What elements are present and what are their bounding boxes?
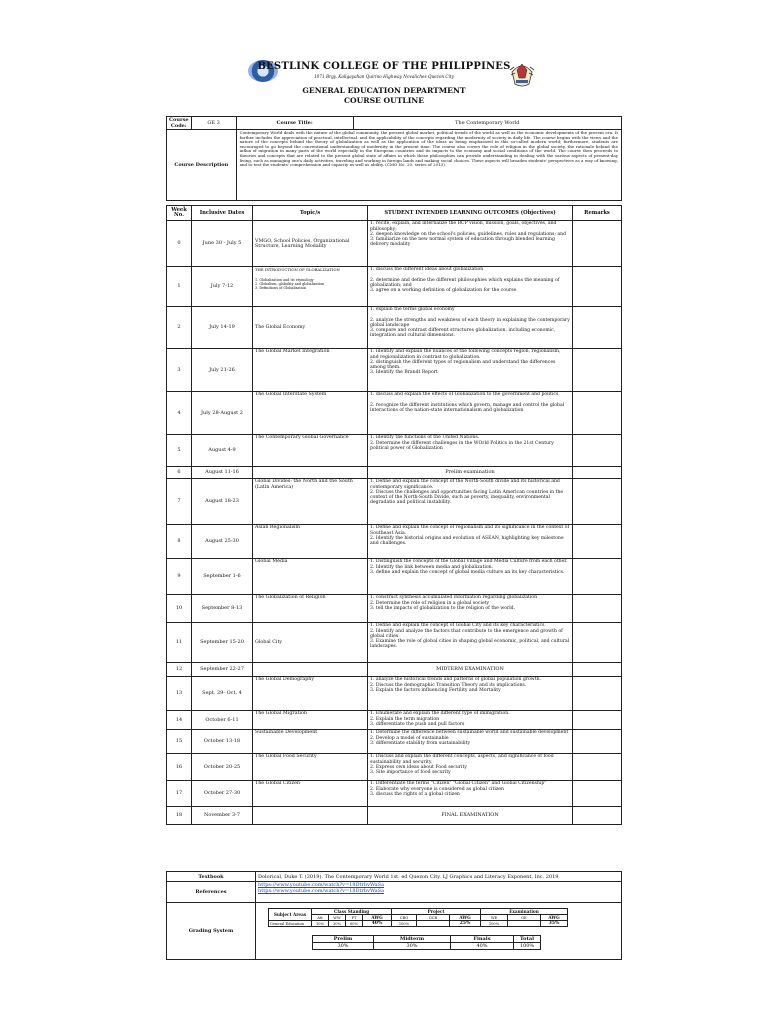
topic — [253, 711, 368, 730]
objectives: 1. discuss and explain the effects of Globalization to the government and politics 2. recognize the different institutions which govern, manage and control the global interactions of the nation-state internationalism and globalization — [368, 392, 573, 435]
objectives: 1. Define and explain the concept of regionalism and its significance in the context of Southeast Asia. 2. Identify the historial origins and evolution of ASEAN, highlighting key milestone and challenges. — [368, 525, 573, 559]
topic-text: THE INTRODUCTION OF GLOBALIZATION — [255, 267, 340, 273]
objectives: 1. Identify the functions of the United Nations. 2. Determine the different challenges in the WOrld Politics in the 21st Century political power of Globalization — [368, 435, 573, 467]
val-ocr — [417, 921, 450, 927]
inclusive-dates: September 15-20 — [192, 623, 253, 663]
val-ww: 30% — [329, 921, 346, 927]
course-info-table — [166, 116, 622, 201]
term-weights-table — [312, 935, 541, 950]
topic-text: The Global Food Security — [255, 754, 317, 760]
schedule-row — [167, 623, 622, 663]
schedule-row — [167, 467, 622, 479]
remarks — [573, 781, 622, 807]
week-number: 6 — [167, 467, 192, 479]
inclusive-dates: November 3-7 — [192, 807, 253, 825]
project-header: Project — [392, 909, 481, 915]
inclusive-dates: July 21-26 — [192, 349, 253, 392]
remarks — [573, 595, 622, 623]
topic-text: The Global Interstate System — [255, 392, 327, 398]
topic-empty — [253, 467, 368, 479]
inclusive-dates: October 13-18 — [192, 730, 253, 754]
remarks — [573, 711, 622, 730]
val-awg-cs: 40% — [363, 921, 392, 927]
col-att: Att — [312, 915, 329, 921]
val-we: 100% — [481, 921, 508, 927]
midterm-header: Midterm — [374, 936, 451, 943]
college-address: 1071 Brgy. Kaligayahan Quirino Highway Novaliches Quezon City — [314, 74, 454, 79]
week-number: 11 — [167, 623, 192, 663]
course-description-label: Course Description — [167, 130, 237, 201]
objectives: 1. analyze the historical trends and patterns of global population growth. 2. Discuss the demographic Transition Theory and its implications. 3. Explain the factors influencing Fertility and Mortality — [368, 677, 573, 711]
col-cbo: CBO — [392, 915, 417, 921]
objectives: 1. Distinguish the concepts of the Global Village and Media Culture from each other. 2. Identify the link between media and globalization. 3. define and explain the concept of global media culture an its key characteristics. — [368, 559, 573, 595]
inclusive-dates: June 30 - July 5 — [192, 221, 253, 267]
topic-text: Asian Regionalism — [255, 525, 300, 531]
exam-label: MIDTERM EXAMINATION — [368, 663, 573, 677]
topic — [253, 677, 368, 711]
week-number: 8 — [167, 525, 192, 559]
topic-text: The Global Citizen — [255, 781, 301, 787]
inclusive-dates: September 8-13 — [192, 595, 253, 623]
grading-table — [268, 908, 568, 927]
topic-text: The Global Market Integration — [255, 349, 330, 355]
objectives: 1. construct synthesis accumulated information regarding globalization 2. Determine the role of religion in a global society 3. tell the impacts of globalization to the religion of the world. — [368, 595, 573, 623]
objectives: 1. Identify and explain the nuances of the following concepts region, regionalism, and regionalization in contrast to globalization. 2. distinguish the different types of regionalism and understand the differences among them. 3. Identify the Brandt Report — [368, 349, 573, 392]
inclusive-dates: August 18-23 — [192, 479, 253, 525]
objectives: 1. Determine the difference between sustainable world and sustainable development 2. Develop a model of sustainable 3. differentiate stability from sustainability — [368, 730, 573, 754]
schedule-row — [167, 559, 622, 595]
topic — [253, 595, 368, 623]
class-standing-header: Class Standing — [312, 909, 392, 915]
remarks — [573, 525, 622, 559]
week-number: 10 — [167, 595, 192, 623]
week-number: 14 — [167, 711, 192, 730]
schedule-table — [166, 205, 622, 825]
remarks — [573, 663, 622, 677]
week-number: 2 — [167, 307, 192, 349]
inclusive-dates: August 4-9 — [192, 435, 253, 467]
schedule-row — [167, 349, 622, 392]
schedule-row — [167, 392, 622, 435]
topic — [253, 349, 368, 392]
schedule-row — [167, 595, 622, 623]
topic-text: The Global Economy — [255, 325, 306, 331]
col-awg-exam: AWG — [541, 915, 568, 921]
subject-areas-header: Subject Areas — [269, 909, 312, 921]
course-title-label: Course Title: — [236, 117, 353, 130]
topic — [253, 754, 368, 781]
schedule-row — [167, 754, 622, 781]
prelim-value: 30% — [313, 943, 374, 950]
topic — [253, 559, 368, 595]
val-oe — [508, 921, 541, 927]
topic-text: The Globalization of Religion — [255, 595, 326, 601]
inclusive-dates: October 6-11 — [192, 711, 253, 730]
topic — [253, 623, 368, 663]
inclusive-dates: September 1-6 — [192, 559, 253, 595]
schedule-row — [167, 711, 622, 730]
references-label: References — [167, 882, 256, 903]
topic-text: The Global Demography — [255, 677, 315, 683]
inclusive-dates: Sept. 29- Oct. 4 — [192, 677, 253, 711]
week-number: 13 — [167, 677, 192, 711]
col-awg-proj: AWG — [450, 915, 481, 921]
schedule-header-row — [167, 206, 622, 221]
remarks — [573, 267, 622, 307]
objectives: 1. recite, explain, and internalize the BCP vision, mission, goals, objectives, and philosophy; 2. deepen knowledge on the school's policies, guidelines, rules and regulations; and 3. familiarize on the new normal system of education through blended learning delivery modality — [368, 221, 573, 267]
schedule-row — [167, 677, 622, 711]
week-number: 16 — [167, 754, 192, 781]
topic-text: Global Divides: the North and the South (Latin America) — [255, 479, 353, 490]
objectives: 1. Differentiate the terms "Citizen" "Global Citizen" and Global Citizenship" 2. Elaborate why everyone is considered as global citizen 3. discuss the rights of a global citizen — [368, 781, 573, 807]
finals-header: Finals — [451, 936, 514, 943]
schedule-row — [167, 435, 622, 467]
schedule-body — [167, 221, 622, 825]
schedule-row — [167, 221, 622, 267]
schedule-row — [167, 307, 622, 349]
topic — [253, 435, 368, 467]
col-we: WE — [481, 915, 508, 921]
week-number: 18 — [167, 807, 192, 825]
textbook-label: Textbook — [167, 872, 256, 882]
header-objectives: STUDENT INTENDED LEARNING OUTCOMES (Objectives) — [368, 206, 573, 221]
document-title: COURSE OUTLINE — [343, 96, 425, 105]
inclusive-dates: July 14-19 — [192, 307, 253, 349]
week-number: 3 — [167, 349, 192, 392]
inclusive-dates: October 20-25 — [192, 754, 253, 781]
inclusive-dates: October 27-30 — [192, 781, 253, 807]
topic — [253, 479, 368, 525]
objectives: 1. Discuss and explain the different concepts, aspects, and significance of food sustainability and security. 2. Express own ideas about Food security 3. Site importance of food security — [368, 754, 573, 781]
topic-empty — [253, 663, 368, 677]
objectives: 1. discuss the different ideas about globalization 2. determine and define the different philosophies which explains the meaning of globalization; and 3. agree on a working definition of globalization for the course — [368, 267, 573, 307]
week-number: 9 — [167, 559, 192, 595]
header-remarks: Remarks — [573, 206, 622, 221]
course-code: GE 3 — [191, 117, 236, 130]
examination-header: Examination — [481, 909, 568, 915]
schedule-row — [167, 730, 622, 754]
subject-name: General Education — [269, 921, 312, 927]
objectives: 1. Define and explain the concept of Global City and its key characteristics 2. Identify and analyze the factors that contribute to the emergence and growth of global cities. 3. Examine the role of global cities in shaping global economic, political, and cultural landscapes. — [368, 623, 573, 663]
college-name: BESTLINK COLLEGE OF THE PHILIPPINES — [257, 61, 511, 72]
topic-text: VMGO, School Policies, Organizational Structure, Learning Modality — [255, 238, 350, 249]
schedule-row — [167, 663, 622, 677]
total-value: 100% — [514, 943, 541, 950]
col-awg-cs: AWG — [363, 915, 392, 921]
remarks — [573, 221, 622, 267]
topic-text: The Contemporary Global Governance — [255, 435, 349, 441]
remarks — [573, 349, 622, 392]
val-pt: 60% — [346, 921, 363, 927]
col-ocr: OCR — [417, 915, 450, 921]
schedule-row — [167, 781, 622, 807]
col-pt: PT — [346, 915, 363, 921]
remarks — [573, 479, 622, 525]
week-number: 0 — [167, 221, 192, 267]
topic — [253, 781, 368, 807]
remarks — [573, 392, 622, 435]
topic-text: Global Media — [255, 559, 288, 565]
course-title: The Contemporary World — [353, 117, 621, 130]
remarks — [573, 677, 622, 711]
topic — [253, 267, 368, 307]
topic — [253, 525, 368, 559]
prelim-header: Prelim — [313, 936, 374, 943]
course-description: Contemporary World deals with the nature of the global community, the present global market, political trends of the world as well as the economic developments of the present era. It further includes the appreciation of practical, intellectual, and the applicability of the concepts regarding the modernity of society in daily life. The course begins with the views and the nature of the concepts behind the theory of globalization as well as the application of the ideas as being emphasized in this so-called modern world; furthermore, students are encouraged to go beyond the conventional understanding of modernity in the present time. The course also covers the role of religion in the global society, the rationale behind the influx of migration in many parts of the world especially in the European countries and its impacts to the economy and social conditions of the world. The course then proceeds to theories and concepts that are related to the present global state of affairs in which these philosophies can provide understanding in dealing with the various aspects of present-day living, such as managing one's daily activities, traveling and working in foreign lands and making social choices. These aspects will broaden students' perspectives as a way of knowing, and to test the students' comprehension and capacity as well as ability. (CMO No. 20, series of 2013). — [236, 130, 621, 201]
topic — [253, 730, 368, 754]
remarks — [573, 623, 622, 663]
topic-empty — [253, 807, 368, 825]
remarks — [573, 307, 622, 349]
inclusive-dates: August 25-30 — [192, 525, 253, 559]
header-topics: Topic/s — [253, 206, 368, 221]
inclusive-dates: July 28-August 2 — [192, 392, 253, 435]
val-cbo: 100% — [392, 921, 417, 927]
inclusive-dates: August 11-16 — [192, 467, 253, 479]
department-title: GENERAL EDUCATION DEPARTMENT — [302, 86, 466, 95]
header-week: Week No. — [167, 206, 192, 221]
exam-label: FINAL EXAMINATION — [368, 807, 573, 825]
grading-system-label: Grading System — [167, 903, 256, 960]
textbook-value: Dolorical, Duke T. (2019). The Contemporary World 1st. ed Quezon City. LJ Graphics and Literacy Exponent, Inc. 2019 — [256, 872, 622, 882]
val-awg-proj: 25% — [450, 921, 481, 927]
week-number: 15 — [167, 730, 192, 754]
remarks — [573, 754, 622, 781]
total-header: Total — [514, 936, 541, 943]
remarks — [573, 467, 622, 479]
topic — [253, 221, 368, 267]
col-oe: OE — [508, 915, 541, 921]
topic-text: The Global Migration — [255, 711, 308, 717]
week-number: 4 — [167, 392, 192, 435]
remarks — [573, 559, 622, 595]
topic-text: Sustainable Development — [255, 730, 318, 736]
finals-value: 40% — [451, 943, 514, 950]
grading-values-row — [269, 921, 568, 927]
val-att: 10% — [312, 921, 329, 927]
week-number: 5 — [167, 435, 192, 467]
topic — [253, 307, 368, 349]
schedule-row — [167, 525, 622, 559]
week-number: 1 — [167, 267, 192, 307]
subtopics: 1. Globalization and its etymology 2. Globalism, globality and globalization 3. Definitions of Globalization — [255, 277, 325, 290]
inclusive-dates: July 7-12 — [192, 267, 253, 307]
objectives: 1. explain the terms global economy 2. analyze the strengths and weakness of each theory in explaining the contemporary global landscape 3. compare and contrast different structures globalization, including economic, integration and cultural dimensions. — [368, 307, 573, 349]
schedule-row — [167, 807, 622, 825]
reference-link-2[interactable]: https://www.youtube.com/watch?v=18DtrbvWaSa — [258, 888, 385, 894]
remarks — [573, 435, 622, 467]
topic — [253, 392, 368, 435]
header-dates: Inclusive Dates — [192, 206, 253, 221]
objectives: 1. Define and explain the concept of the North-South divide and its historical and contemporary significance. 2. Discuss the challenges and opportunities facing Latin American countries in the context of the North-South Divide, such as poverty, inequality, environmental degradatio and political instability. — [368, 479, 573, 525]
course-code-label: Course Code: — [167, 117, 192, 130]
reference-link-1[interactable]: https://www.youtube.com/watch?v=18DtrbvWaSa — [258, 882, 385, 888]
exam-label: Prelim examination — [368, 467, 573, 479]
objectives: 1. Enumerate and explain the different type of immigration. 2. Explain the term migration 3. differentiate the push and pull factors — [368, 711, 573, 730]
remarks — [573, 730, 622, 754]
week-number: 7 — [167, 479, 192, 525]
schedule-row — [167, 479, 622, 525]
val-awg-exam: 35% — [541, 921, 568, 927]
week-number: 17 — [167, 781, 192, 807]
schedule-row — [167, 267, 622, 307]
midterm-value: 30% — [374, 943, 451, 950]
inclusive-dates: September 22-27 — [192, 663, 253, 677]
col-ww: WW — [329, 915, 346, 921]
week-number: 12 — [167, 663, 192, 677]
topic-text: Global City — [255, 640, 283, 646]
remarks — [573, 807, 622, 825]
